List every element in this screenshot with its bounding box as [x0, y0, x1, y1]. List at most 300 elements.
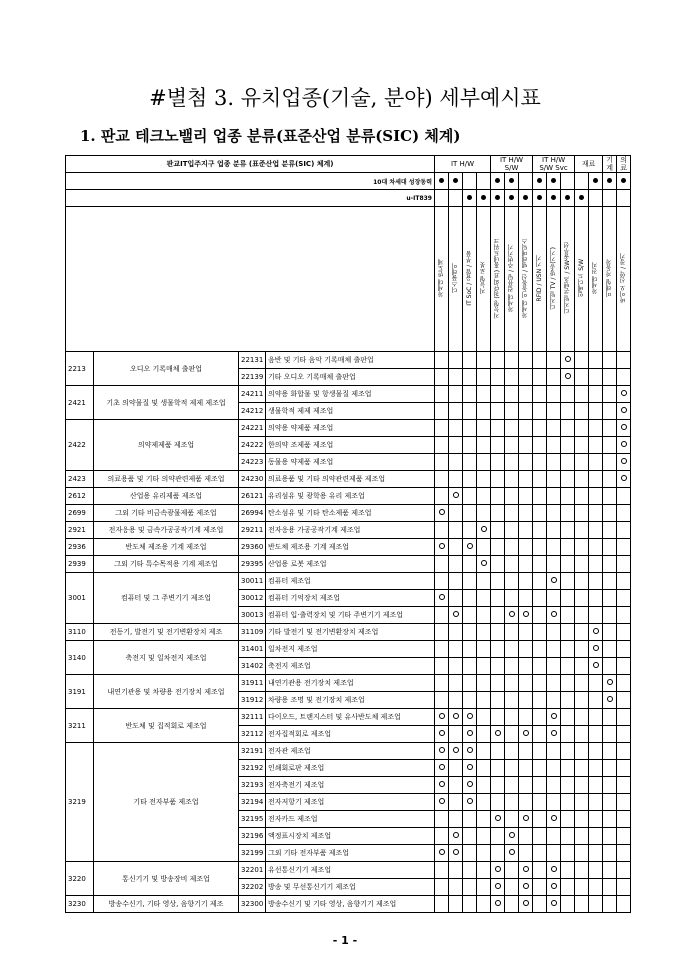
- filled-dot-icon: [481, 195, 486, 200]
- mark-cell: [617, 573, 631, 590]
- industry-classification-table: [65, 155, 631, 913]
- mark-cell: [533, 471, 547, 488]
- mark-cell: [519, 369, 533, 386]
- sub-industry-name: 그외 기타 전자부품 제조업: [266, 845, 435, 862]
- mark-cell: [435, 743, 449, 760]
- marker-cell: [547, 173, 561, 190]
- marker-cell: [533, 173, 547, 190]
- mark-cell: [575, 420, 589, 437]
- mark-cell: [533, 488, 547, 505]
- mark-cell: [617, 641, 631, 658]
- sub-industry-name: 방송 및 무선통신기기 제조업: [266, 879, 435, 896]
- filled-dot-icon: [593, 178, 598, 183]
- filled-dot-icon: [607, 178, 612, 183]
- column-header: [463, 207, 477, 352]
- mark-cell: [505, 811, 519, 828]
- mark-cell: [575, 556, 589, 573]
- mark-cell: [617, 624, 631, 641]
- circle-mark-icon: [495, 730, 501, 736]
- mark-cell: [491, 403, 505, 420]
- circle-mark-icon: [621, 458, 627, 464]
- mark-cell: [589, 777, 603, 794]
- mark-cell: [547, 743, 561, 760]
- column-header-label: 차세대 컴퓨팅 / 주변기기: [508, 244, 516, 312]
- marker-cell: [603, 173, 617, 190]
- circle-mark-icon: [453, 747, 459, 753]
- table-row: [66, 862, 631, 879]
- mark-cell: [491, 896, 505, 913]
- sub-industry-name: 의료용품 및 기타 의약관련제품 제조업: [266, 471, 435, 488]
- circle-mark-icon: [495, 883, 501, 889]
- mark-cell: [547, 556, 561, 573]
- sub-industry-name: 다이오드, 트랜지스터 및 유사반도체 제조업: [266, 709, 435, 726]
- industry-name: 기초 의약물질 및 생물학적 제제 제조업: [94, 386, 239, 420]
- filled-dot-icon: [621, 178, 626, 183]
- mark-cell: [617, 454, 631, 471]
- circle-mark-icon: [439, 764, 445, 770]
- mark-cell: [561, 879, 575, 896]
- mark-cell: [617, 658, 631, 675]
- mark-cell: [449, 488, 463, 505]
- sub-industry-name: 방송수신기 및 기타 영상, 음향기기 제조업: [266, 896, 435, 913]
- mark-cell: [491, 539, 505, 556]
- mark-cell: [533, 624, 547, 641]
- sub-industry-name: 유선통신기기 제조업: [266, 862, 435, 879]
- mark-cell: [463, 539, 477, 556]
- industry-code: 2421: [66, 386, 94, 420]
- mark-cell: [617, 488, 631, 505]
- mark-cell: [435, 862, 449, 879]
- mark-cell: [547, 454, 561, 471]
- mark-cell: [617, 743, 631, 760]
- mark-cell: [449, 624, 463, 641]
- mark-cell: [533, 386, 547, 403]
- mark-cell: [477, 692, 491, 709]
- mark-cell: [463, 437, 477, 454]
- circle-mark-icon: [621, 424, 627, 430]
- mark-cell: [589, 624, 603, 641]
- mark-cell: [603, 522, 617, 539]
- mark-cell: [449, 403, 463, 420]
- column-header-label: 지능형 로봇: [480, 262, 488, 294]
- table-row: [66, 556, 631, 573]
- mark-cell: [477, 437, 491, 454]
- sub-industry-code: 32192: [239, 760, 266, 777]
- mark-cell: [603, 403, 617, 420]
- mark-cell: [463, 488, 477, 505]
- marker-cell: [491, 173, 505, 190]
- mark-cell: [589, 369, 603, 386]
- filled-dot-icon: [453, 178, 458, 183]
- mark-cell: [463, 879, 477, 896]
- circle-mark-icon: [565, 356, 571, 362]
- mark-cell: [505, 607, 519, 624]
- mark-cell: [463, 692, 477, 709]
- mark-cell: [603, 675, 617, 692]
- mark-cell: [477, 522, 491, 539]
- mark-cell: [603, 420, 617, 437]
- mark-cell: [561, 777, 575, 794]
- mark-cell: [589, 437, 603, 454]
- mark-cell: [463, 709, 477, 726]
- mark-cell: [603, 471, 617, 488]
- filled-dot-icon: [551, 195, 556, 200]
- mark-cell: [463, 743, 477, 760]
- mark-cell: [463, 777, 477, 794]
- mark-cell: [435, 539, 449, 556]
- filled-dot-icon: [537, 178, 542, 183]
- mark-cell: [589, 539, 603, 556]
- filled-dot-icon: [509, 195, 514, 200]
- mark-cell: [505, 658, 519, 675]
- mark-cell: [589, 522, 603, 539]
- mark-cell: [617, 352, 631, 369]
- mark-cell: [435, 845, 449, 862]
- mark-cell: [505, 403, 519, 420]
- column-header-label: 임베디드 S/W: [578, 259, 586, 297]
- industry-name: 컴퓨터 및 그 주변기기 제조업: [94, 573, 239, 624]
- column-header: [491, 207, 505, 352]
- mark-cell: [435, 624, 449, 641]
- mark-cell: [449, 607, 463, 624]
- mark-cell: [449, 675, 463, 692]
- mark-cell: [435, 607, 449, 624]
- mark-cell: [561, 488, 575, 505]
- mark-cell: [547, 386, 561, 403]
- industry-code: 3140: [66, 641, 94, 675]
- mark-cell: [533, 692, 547, 709]
- mark-cell: [617, 692, 631, 709]
- marker-cell: [519, 190, 533, 207]
- industry-name: 내연기관용 및 차량용 전기장치 제조업: [94, 675, 239, 709]
- mark-cell: [561, 573, 575, 590]
- circle-mark-icon: [523, 883, 529, 889]
- industry-code: 2612: [66, 488, 94, 505]
- mark-cell: [547, 590, 561, 607]
- mark-cell: [589, 811, 603, 828]
- circle-mark-icon: [467, 764, 473, 770]
- circle-mark-icon: [523, 900, 529, 906]
- circle-mark-icon: [551, 900, 557, 906]
- mark-cell: [505, 726, 519, 743]
- sub-industry-code: 32196: [239, 828, 266, 845]
- sub-industry-code: 32195: [239, 811, 266, 828]
- mark-cell: [617, 709, 631, 726]
- marker-cell: [463, 190, 477, 207]
- mark-cell: [477, 743, 491, 760]
- mark-cell: [547, 811, 561, 828]
- mark-cell: [589, 692, 603, 709]
- mark-cell: [519, 539, 533, 556]
- circle-mark-icon: [551, 611, 557, 617]
- sub-industry-code: 32201: [239, 862, 266, 879]
- mark-cell: [505, 522, 519, 539]
- mark-cell: [589, 488, 603, 505]
- column-group-header: IT H/W S/W: [491, 156, 533, 173]
- circle-mark-icon: [439, 543, 445, 549]
- column-header-label: IT SoC / 융합 / 부품: [466, 250, 473, 306]
- mark-cell: [491, 692, 505, 709]
- sub-industry-code: 30013: [239, 607, 266, 624]
- mark-cell: [463, 471, 477, 488]
- mark-cell: [617, 607, 631, 624]
- mark-cell: [519, 420, 533, 437]
- mark-cell: [533, 505, 547, 522]
- sub-industry-name: 유리섬유 및 광학용 유리 제조업: [266, 488, 435, 505]
- mark-cell: [435, 573, 449, 590]
- mark-cell: [491, 709, 505, 726]
- mark-cell: [491, 488, 505, 505]
- mark-cell: [575, 488, 589, 505]
- circle-mark-icon: [453, 849, 459, 855]
- mark-cell: [603, 505, 617, 522]
- mark-cell: [449, 862, 463, 879]
- mark-cell: [519, 862, 533, 879]
- mark-cell: [463, 556, 477, 573]
- mark-cell: [491, 743, 505, 760]
- mark-cell: [463, 658, 477, 675]
- mark-cell: [477, 658, 491, 675]
- mark-cell: [491, 352, 505, 369]
- sub-industry-code: 32111: [239, 709, 266, 726]
- circle-mark-icon: [453, 832, 459, 838]
- mark-cell: [491, 624, 505, 641]
- mark-cell: [491, 607, 505, 624]
- mark-cell: [561, 811, 575, 828]
- mark-cell: [477, 760, 491, 777]
- mark-cell: [505, 879, 519, 896]
- mark-cell: [519, 726, 533, 743]
- mark-cell: [617, 726, 631, 743]
- mark-cell: [435, 879, 449, 896]
- sub-industry-name: 전자저항기 제조업: [266, 794, 435, 811]
- table-row: [66, 522, 631, 539]
- sub-industry-name: 탄소섬유 및 기타 탄소제품 제조업: [266, 505, 435, 522]
- mark-cell: [589, 573, 603, 590]
- mark-cell: [575, 743, 589, 760]
- mark-cell: [477, 675, 491, 692]
- marker-cell: [533, 190, 547, 207]
- mark-cell: [505, 556, 519, 573]
- sub-industry-code: 22139: [239, 369, 266, 386]
- sub-industry-code: 31401: [239, 641, 266, 658]
- mark-cell: [589, 607, 603, 624]
- mark-cell: [589, 471, 603, 488]
- mark-cell: [463, 896, 477, 913]
- table-row: [66, 420, 631, 437]
- mark-cell: [575, 811, 589, 828]
- mark-cell: [491, 369, 505, 386]
- mark-cell: [491, 471, 505, 488]
- column-header: [477, 207, 491, 352]
- mark-cell: [491, 522, 505, 539]
- circle-mark-icon: [523, 866, 529, 872]
- mark-cell: [519, 760, 533, 777]
- mark-cell: [603, 743, 617, 760]
- mark-cell: [477, 505, 491, 522]
- mark-cell: [547, 777, 561, 794]
- mark-cell: [491, 505, 505, 522]
- mark-cell: [589, 709, 603, 726]
- mark-cell: [603, 794, 617, 811]
- column-header: [533, 207, 547, 352]
- mark-cell: [491, 845, 505, 862]
- circle-mark-icon: [495, 815, 501, 821]
- mark-cell: [477, 607, 491, 624]
- sub-industry-name: 의약용 화합물 및 항생물질 제조업: [266, 386, 435, 403]
- mark-cell: [477, 862, 491, 879]
- mark-cell: [463, 505, 477, 522]
- mark-cell: [491, 811, 505, 828]
- mark-cell: [589, 862, 603, 879]
- marker-cell: [449, 190, 463, 207]
- mark-cell: [449, 641, 463, 658]
- mark-cell: [561, 420, 575, 437]
- mark-cell: [491, 726, 505, 743]
- mark-cell: [589, 675, 603, 692]
- sub-industry-code: 31109: [239, 624, 266, 641]
- column-header-label: 지능형 (첨단의료) 홈네트워크: [494, 237, 502, 319]
- column-header: [589, 207, 603, 352]
- mark-cell: [449, 760, 463, 777]
- mark-cell: [435, 471, 449, 488]
- mark-cell: [533, 811, 547, 828]
- marker-cell: [435, 173, 449, 190]
- circle-mark-icon: [481, 560, 487, 566]
- mark-cell: [533, 607, 547, 624]
- industry-code: 2699: [66, 505, 94, 522]
- mark-cell: [603, 624, 617, 641]
- mark-cell: [435, 522, 449, 539]
- mark-cell: [491, 794, 505, 811]
- mark-cell: [603, 845, 617, 862]
- sub-industry-code: 24230: [239, 471, 266, 488]
- mark-cell: [463, 522, 477, 539]
- mark-cell: [491, 777, 505, 794]
- sub-industry-name: 산업용 로봇 제조업: [266, 556, 435, 573]
- mark-cell: [449, 471, 463, 488]
- mark-cell: [561, 692, 575, 709]
- mark-cell: [435, 420, 449, 437]
- table-row: [66, 896, 631, 913]
- mark-cell: [533, 437, 547, 454]
- mark-cell: [533, 369, 547, 386]
- column-header-label: 차세대 반도체: [438, 259, 445, 297]
- column-header-label: 바이오 신약 / 장기: [620, 253, 628, 303]
- mark-cell: [491, 437, 505, 454]
- table-row: [66, 471, 631, 488]
- mark-cell: [449, 369, 463, 386]
- mark-cell: [477, 794, 491, 811]
- sub-industry-code: 32202: [239, 879, 266, 896]
- mark-cell: [589, 505, 603, 522]
- mark-cell: [547, 539, 561, 556]
- sub-industry-code: 24211: [239, 386, 266, 403]
- table-row: [66, 505, 631, 522]
- mark-cell: [603, 573, 617, 590]
- mark-cell: [547, 828, 561, 845]
- marker-cell: [575, 190, 589, 207]
- sub-industry-code: 31911: [239, 675, 266, 692]
- mark-cell: [533, 352, 547, 369]
- sub-industry-name: 차량용 조명 및 전기장치 제조업: [266, 692, 435, 709]
- circle-mark-icon: [481, 526, 487, 532]
- mark-cell: [449, 522, 463, 539]
- marker-cell: [561, 190, 575, 207]
- mark-cell: [603, 590, 617, 607]
- mark-cell: [449, 539, 463, 556]
- mark-cell: [519, 522, 533, 539]
- mark-cell: [477, 590, 491, 607]
- mark-cell: [547, 760, 561, 777]
- mark-cell: [575, 760, 589, 777]
- mark-cell: [435, 811, 449, 828]
- mark-cell: [589, 352, 603, 369]
- header-marker-label: u-IT839: [66, 190, 435, 207]
- industry-code: 2936: [66, 539, 94, 556]
- mark-cell: [603, 896, 617, 913]
- mark-cell: [449, 709, 463, 726]
- mark-cell: [533, 828, 547, 845]
- marker-cell: [617, 190, 631, 207]
- mark-cell: [505, 352, 519, 369]
- sub-industry-code: 24222: [239, 437, 266, 454]
- circle-mark-icon: [621, 390, 627, 396]
- mark-cell: [617, 794, 631, 811]
- mark-cell: [617, 811, 631, 828]
- mark-cell: [519, 607, 533, 624]
- mark-cell: [449, 556, 463, 573]
- circle-mark-icon: [467, 543, 473, 549]
- table-header-title: 판교IT입주지구 업종 분류 (표준산업 분류(SIC) 체계): [66, 156, 435, 173]
- mark-cell: [547, 505, 561, 522]
- mark-cell: [603, 828, 617, 845]
- filled-dot-icon: [565, 195, 570, 200]
- circle-mark-icon: [439, 798, 445, 804]
- mark-cell: [449, 505, 463, 522]
- mark-cell: [435, 556, 449, 573]
- mark-cell: [463, 607, 477, 624]
- marker-cell: [491, 190, 505, 207]
- sub-industry-name: 전자관 제조업: [266, 743, 435, 760]
- industry-name: 전동기, 발전기 및 전기변환장치 제조: [94, 624, 239, 641]
- industry-code: 3220: [66, 862, 94, 896]
- circle-mark-icon: [607, 696, 613, 702]
- mark-cell: [617, 471, 631, 488]
- circle-mark-icon: [621, 475, 627, 481]
- mark-cell: [533, 573, 547, 590]
- sub-industry-code: 26994: [239, 505, 266, 522]
- mark-cell: [561, 539, 575, 556]
- mark-cell: [547, 488, 561, 505]
- mark-cell: [547, 437, 561, 454]
- mark-cell: [533, 709, 547, 726]
- mark-cell: [519, 403, 533, 420]
- mark-cell: [575, 369, 589, 386]
- mark-cell: [575, 522, 589, 539]
- circle-mark-icon: [467, 781, 473, 787]
- sub-industry-code: 29360: [239, 539, 266, 556]
- mark-cell: [435, 828, 449, 845]
- mark-cell: [617, 386, 631, 403]
- sub-industry-name: 기타 발전기 및 전기변환장치 제조업: [266, 624, 435, 641]
- mark-cell: [533, 743, 547, 760]
- mark-cell: [505, 488, 519, 505]
- mark-cell: [617, 828, 631, 845]
- circle-mark-icon: [439, 849, 445, 855]
- sub-industry-code: 29395: [239, 556, 266, 573]
- mark-cell: [477, 726, 491, 743]
